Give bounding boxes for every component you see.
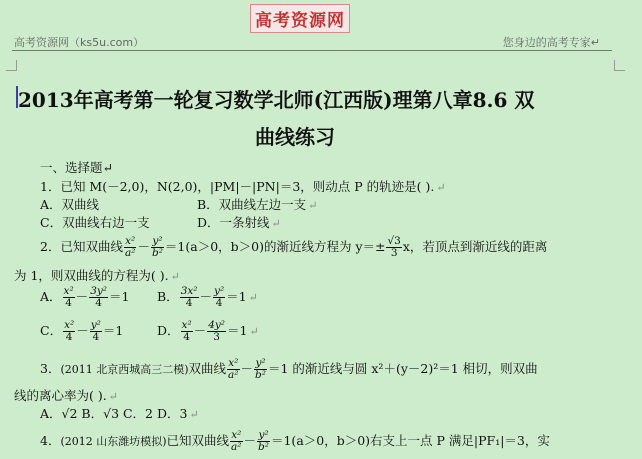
q1-option-b[interactable]: B．双曲线左边一支 ↵ xyxy=(197,197,318,212)
header-slogan: 您身边的高考专家↵ xyxy=(502,36,600,49)
q2-option-a[interactable]: A． $\frac{\text{x²}}{4}$ － $\frac{\text{3y²}}{4}$ ＝1 xyxy=(40,285,130,309)
margin-corner-left xyxy=(6,60,17,71)
q2-option-b[interactable]: B． $\frac{\text{3x²}}{4}$ － $\frac{\text{y²}}{4}$ ＝1 ↵ xyxy=(157,285,258,309)
header-divider xyxy=(12,50,612,51)
q1-option-c[interactable]: C．双曲线右边一支 xyxy=(40,215,150,230)
margin-corner-right xyxy=(614,60,625,71)
document-title-line1[interactable]: 2013年高考第一轮复习数学北师(江西版)理第八章8.6 双 xyxy=(18,88,535,112)
question-3-stem[interactable]: 3．(2011 北京西城高三二模)双曲线 $\frac{\text{x²}}{\text{a²}}$ － $\frac{\text{y²}}{\text{b²}}$ ＝1 的渐近线与圆 x²＋(y－2)²＝1 相切，则双曲 xyxy=(40,357,538,381)
q1-option-d[interactable]: D．一条射线 ↵ xyxy=(197,215,281,230)
site-logo: 高考资源网 xyxy=(250,4,350,33)
q2-option-c[interactable]: C． $\frac{\text{x²}}{4}$ － $\frac{\text{y²}}{4}$ ＝1 xyxy=(40,319,124,343)
question-2-stem-cont[interactable]: 为 1，则双曲线的方程为( ). ↵ xyxy=(14,268,180,283)
question-3-stem-cont[interactable]: 线的离心率为( ). ↵ xyxy=(14,388,118,403)
q3-options[interactable]: A．√2 B．√3 C．2 D．3 ↵ xyxy=(40,406,199,421)
header-source-text: 高考资源网（ks5u.com） xyxy=(14,36,145,49)
question-2-stem[interactable]: 2．已知双曲线 $\frac{\text{x²}}{\text{a²}}$ － $\frac{\text{y²}}{\text{b²}}$ ＝1(a＞0，b＞0)的渐近线方程为 y＝± $\frac{√3}{3}$ x，若顶点到渐近线的距离 xyxy=(40,235,548,259)
page-header xyxy=(0,0,642,52)
q1-option-a[interactable]: A．双曲线 xyxy=(40,197,100,212)
q2-option-d[interactable]: D． $\frac{\text{x²}}{4}$ － $\frac{\text{4y²}}{3}$ ＝1 ↵ xyxy=(157,319,259,343)
question-1-stem[interactable]: 1．已知 M(－2,0)，N(2,0)，|PM|－|PN|＝3，则动点 P 的轨迹是( ). ↵ xyxy=(40,179,446,194)
document-title-line2[interactable]: 曲线练习 xyxy=(255,125,335,149)
question-4-stem[interactable]: 4．(2012 山东潍坊模拟)已知双曲线 $\frac{\text{x²}}{\text{a²}}$ － $\frac{\text{y²}}{\text{b²}}$ ＝1(a＞0，b＞0)右支上一点 P 满足|PF₁|＝3，实 xyxy=(40,429,550,453)
section-heading[interactable]: 一、选择题↵ xyxy=(40,160,113,175)
